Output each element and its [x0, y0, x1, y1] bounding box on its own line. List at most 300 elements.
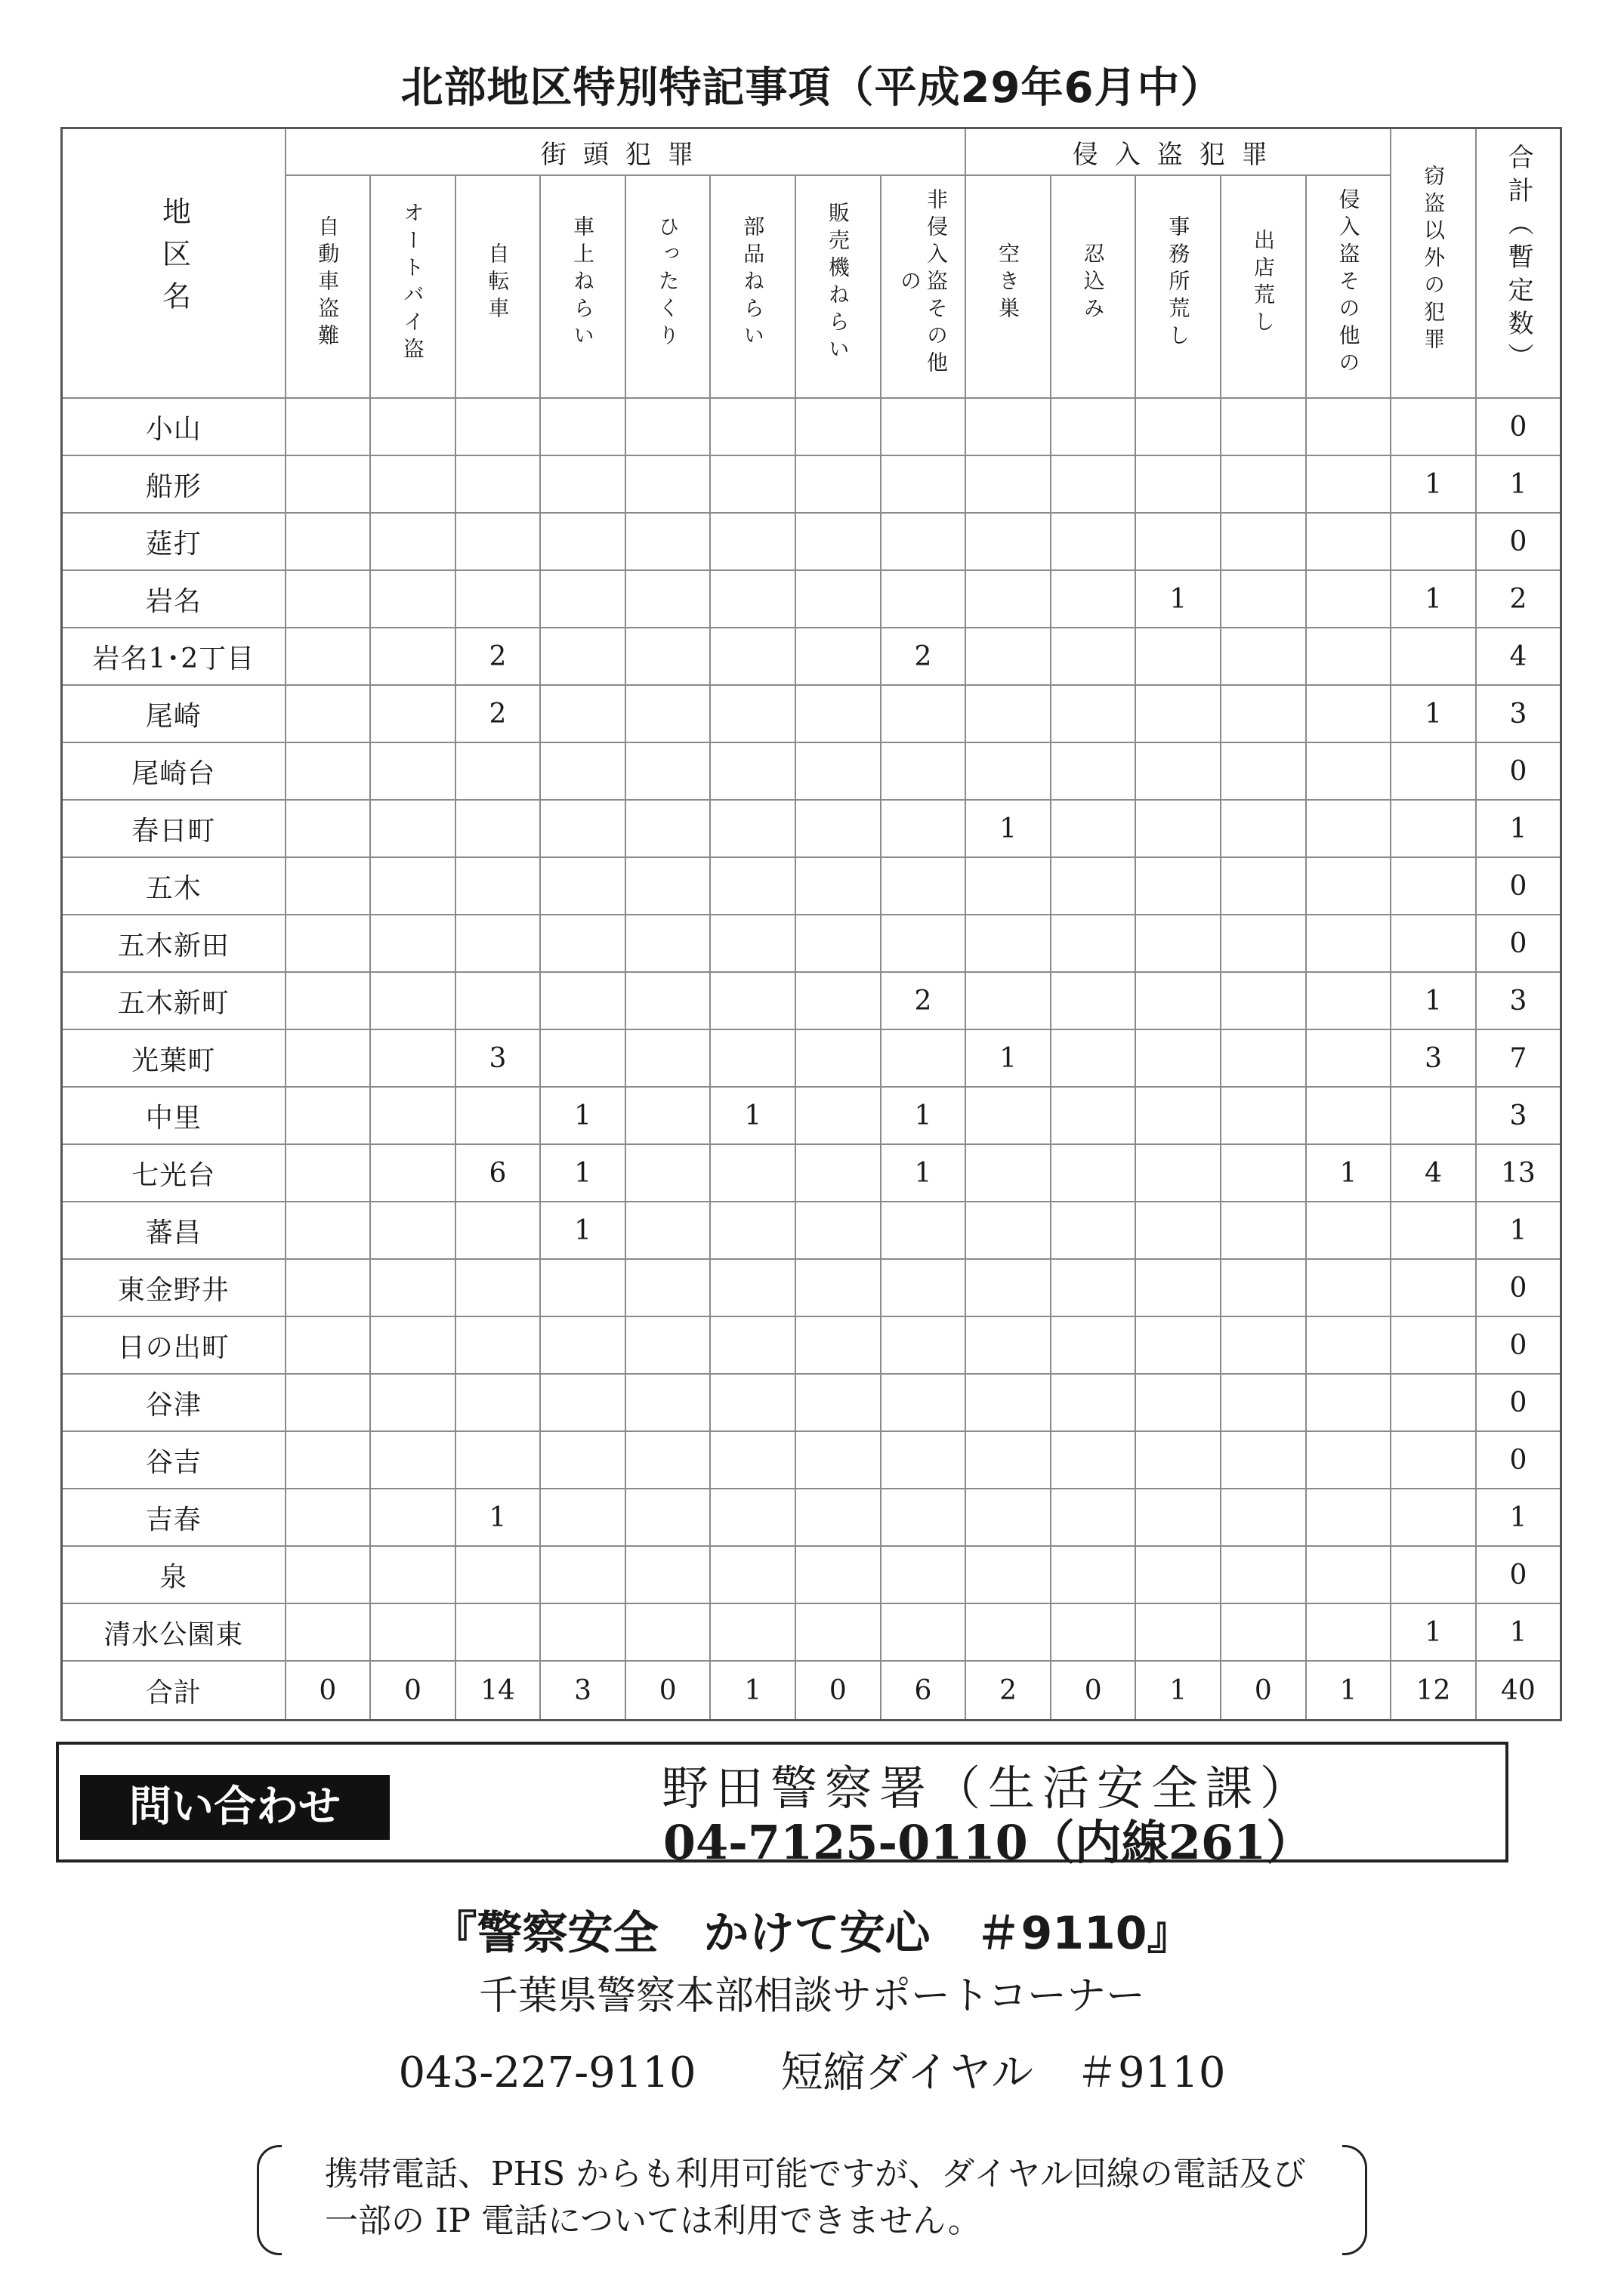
count-cell: [881, 685, 966, 742]
count-cell: [881, 742, 966, 800]
count-cell: [965, 1316, 1051, 1374]
count-cell: 2: [965, 1661, 1051, 1721]
area-name: 蕃昌: [62, 1202, 286, 1259]
sub-header-cell: [625, 175, 711, 398]
count-cell: [286, 570, 371, 628]
support-corner: 千葉県警察本部相談サポートコーナー: [479, 1974, 1145, 2019]
count-cell: [1135, 1202, 1221, 1259]
count-cell: [1391, 742, 1476, 800]
count-cell: [1135, 685, 1221, 742]
count-cell: [540, 1374, 625, 1431]
count-cell: [1221, 915, 1306, 972]
count-cell: 3: [1476, 1087, 1561, 1144]
sub-header-cell: [540, 175, 625, 398]
count-cell: [710, 1489, 795, 1546]
count-cell: [455, 1546, 541, 1603]
count-cell: [710, 800, 795, 857]
count-cell: 0: [795, 1661, 881, 1721]
count-cell: 1: [1391, 1603, 1476, 1661]
count-cell: [625, 857, 711, 915]
count-cell: [1135, 1144, 1221, 1202]
count-cell: [286, 915, 371, 972]
count-cell: [1306, 628, 1391, 685]
burglary-header: 侵入盗犯罪: [965, 128, 1391, 176]
count-cell: [1051, 1259, 1136, 1316]
count-cell: 1: [1135, 1661, 1221, 1721]
count-cell: [1135, 1603, 1221, 1661]
count-cell: [540, 800, 625, 857]
count-cell: [1221, 1087, 1306, 1144]
count-cell: 0: [286, 1661, 371, 1721]
count-cell: [1391, 857, 1476, 915]
count-cell: [795, 455, 881, 513]
count-cell: [795, 742, 881, 800]
area-name: 泉: [62, 1546, 286, 1603]
right-bracket: [1342, 2145, 1367, 2255]
count-cell: [370, 1489, 455, 1546]
count-cell: [1306, 455, 1391, 513]
count-cell: 1: [965, 1029, 1051, 1087]
count-cell: 1: [710, 1087, 795, 1144]
count-cell: [881, 915, 966, 972]
count-cell: [1051, 1489, 1136, 1546]
count-cell: [795, 915, 881, 972]
count-cell: [710, 972, 795, 1029]
count-cell: [1135, 857, 1221, 915]
count-cell: [625, 1029, 711, 1087]
count-cell: [1306, 857, 1391, 915]
count-cell: 0: [1476, 1546, 1561, 1603]
count-cell: [370, 628, 455, 685]
count-cell: [540, 857, 625, 915]
count-cell: [965, 570, 1051, 628]
count-cell: [286, 455, 371, 513]
count-cell: [1051, 628, 1136, 685]
count-cell: [455, 1431, 541, 1489]
sub-header-label: 事務所荒し: [1166, 215, 1191, 351]
count-cell: [881, 1489, 966, 1546]
table-row: [62, 915, 1561, 972]
area-name: 中里: [62, 1087, 286, 1144]
area-name: 春日町: [62, 800, 286, 857]
count-cell: [710, 570, 795, 628]
count-cell: [881, 857, 966, 915]
count-cell: [455, 800, 541, 857]
count-cell: [1135, 742, 1221, 800]
count-cell: [1051, 1374, 1136, 1431]
count-cell: [1051, 1546, 1136, 1603]
count-cell: [286, 742, 371, 800]
count-cell: [625, 628, 711, 685]
count-cell: [881, 1202, 966, 1259]
area-name: 合計: [62, 1661, 286, 1721]
count-cell: [540, 1603, 625, 1661]
count-cell: [795, 972, 881, 1029]
count-cell: [965, 857, 1051, 915]
count-cell: [625, 398, 711, 455]
count-cell: [286, 857, 371, 915]
count-cell: [540, 455, 625, 513]
count-cell: [1306, 972, 1391, 1029]
count-cell: [625, 1546, 711, 1603]
count-cell: [1306, 570, 1391, 628]
count-cell: 1: [1306, 1661, 1391, 1721]
count-cell: [625, 1259, 711, 1316]
count-cell: 3: [1476, 972, 1561, 1029]
count-cell: [1051, 513, 1136, 570]
count-cell: [1051, 1029, 1136, 1087]
count-cell: [965, 628, 1051, 685]
count-cell: [1221, 1144, 1306, 1202]
count-cell: [795, 857, 881, 915]
table-row: [62, 1087, 1561, 1144]
count-cell: 0: [370, 1661, 455, 1721]
usage-note-text: 携帯電話、PHS からも利用可能ですが、ダイヤル回線の電話及び一部の IP 電話については利用できません。: [325, 2155, 1306, 2240]
count-cell: [1391, 1087, 1476, 1144]
count-cell: [370, 1087, 455, 1144]
count-cell: 1: [1306, 1144, 1391, 1202]
count-cell: [965, 1259, 1051, 1316]
count-cell: [710, 1144, 795, 1202]
count-cell: [286, 1374, 371, 1431]
count-cell: [1135, 628, 1221, 685]
table-row: [62, 513, 1561, 570]
sub-header-label: 自動車盗難: [315, 215, 341, 351]
count-cell: [286, 972, 371, 1029]
area-name: 尾崎台: [62, 742, 286, 800]
count-cell: [1221, 742, 1306, 800]
count-cell: [795, 1202, 881, 1259]
count-cell: [1051, 857, 1136, 915]
sub-header-cell: [1135, 175, 1221, 398]
table-row: [62, 1546, 1561, 1603]
count-cell: [1391, 398, 1476, 455]
count-cell: [625, 1603, 711, 1661]
area-header: 地区名: [157, 196, 191, 323]
count-cell: [1221, 1374, 1306, 1431]
count-cell: [795, 1546, 881, 1603]
count-cell: [370, 742, 455, 800]
count-cell: 0: [1051, 1661, 1136, 1721]
count-cell: [370, 915, 455, 972]
count-cell: [540, 628, 625, 685]
count-cell: [795, 1144, 881, 1202]
count-cell: 1: [965, 800, 1051, 857]
count-cell: [540, 513, 625, 570]
count-cell: [1391, 915, 1476, 972]
count-cell: [1306, 513, 1391, 570]
count-cell: 2: [1476, 570, 1561, 628]
count-cell: [881, 800, 966, 857]
slogan: 『警察安全 かけて安心 ＃9110』: [431, 1907, 1193, 1960]
count-cell: [625, 455, 711, 513]
count-cell: [795, 1603, 881, 1661]
count-cell: [795, 1029, 881, 1087]
sub-header-cell: [455, 175, 541, 398]
area-name: 船形: [62, 455, 286, 513]
count-cell: [625, 1202, 711, 1259]
count-cell: [1221, 570, 1306, 628]
count-cell: 1: [1476, 1603, 1561, 1661]
count-cell: 0: [1476, 398, 1561, 455]
count-cell: [286, 1144, 371, 1202]
count-cell: [625, 685, 711, 742]
count-cell: [1391, 1489, 1476, 1546]
count-cell: [710, 1202, 795, 1259]
count-cell: [540, 685, 625, 742]
count-cell: [540, 972, 625, 1029]
table-row: [62, 628, 1561, 685]
count-cell: [540, 915, 625, 972]
count-cell: [625, 1431, 711, 1489]
count-cell: 1: [540, 1144, 625, 1202]
count-cell: 1: [1476, 800, 1561, 857]
count-cell: [881, 570, 966, 628]
count-cell: [710, 1029, 795, 1087]
table-row: [62, 1374, 1561, 1431]
area-name: 吉春: [62, 1489, 286, 1546]
sub-header-label: オートバイ盗: [400, 202, 425, 365]
count-cell: 4: [1476, 628, 1561, 685]
count-cell: 2: [455, 685, 541, 742]
count-cell: [625, 1374, 711, 1431]
count-cell: [1221, 1202, 1306, 1259]
count-cell: 0: [1476, 915, 1561, 972]
table-row: [62, 857, 1561, 915]
count-cell: 2: [455, 628, 541, 685]
count-cell: [1391, 1259, 1476, 1316]
count-cell: 1: [1391, 570, 1476, 628]
count-cell: [625, 1489, 711, 1546]
contact-organization: 野田警察署（生活安全課）: [661, 1761, 1314, 1816]
count-cell: [1051, 742, 1136, 800]
count-cell: [1391, 1374, 1476, 1431]
sub-header-cell: [1221, 175, 1306, 398]
table-row: [62, 1489, 1561, 1546]
count-cell: [370, 398, 455, 455]
count-cell: [1306, 685, 1391, 742]
area-name: 清水公園東: [62, 1603, 286, 1661]
total-header-cell: [1476, 128, 1561, 399]
count-cell: [1221, 1489, 1306, 1546]
area-name: 尾崎: [62, 685, 286, 742]
support-phone-line: 043-227-9110 短縮ダイヤル ＃9110: [398, 2048, 1226, 2097]
count-cell: [1135, 1259, 1221, 1316]
area-header-cell: [62, 128, 286, 399]
count-cell: [625, 800, 711, 857]
count-cell: [540, 742, 625, 800]
count-cell: [1391, 628, 1476, 685]
table-row: [62, 1259, 1561, 1316]
count-cell: 6: [455, 1144, 541, 1202]
count-cell: [370, 1374, 455, 1431]
count-cell: [1051, 685, 1136, 742]
count-cell: [1135, 1087, 1221, 1144]
count-cell: [1221, 455, 1306, 513]
count-cell: [795, 1431, 881, 1489]
count-cell: [1306, 398, 1391, 455]
sub-header-label: 忍込み: [1080, 242, 1106, 324]
count-cell: [370, 857, 455, 915]
count-cell: [710, 1546, 795, 1603]
area-name: 谷津: [62, 1374, 286, 1431]
count-cell: [1306, 1259, 1391, 1316]
count-cell: [455, 398, 541, 455]
count-cell: [455, 915, 541, 972]
count-cell: [710, 398, 795, 455]
count-cell: [370, 1029, 455, 1087]
count-cell: [1221, 800, 1306, 857]
count-cell: [795, 800, 881, 857]
count-cell: [710, 915, 795, 972]
count-cell: [1221, 1546, 1306, 1603]
count-cell: 1: [540, 1087, 625, 1144]
total-row: [62, 1661, 1561, 1721]
count-cell: [881, 1316, 966, 1374]
count-cell: [286, 685, 371, 742]
count-cell: [1135, 1316, 1221, 1374]
count-cell: 1: [881, 1144, 966, 1202]
count-cell: 1: [1476, 1489, 1561, 1546]
group-header-row: [62, 128, 1561, 176]
count-cell: 40: [1476, 1661, 1561, 1721]
sub-header-label: 車上ねらい: [570, 215, 596, 351]
sub-header-cell: [1306, 175, 1391, 398]
count-cell: [370, 513, 455, 570]
count-cell: [1051, 1144, 1136, 1202]
count-cell: [1135, 1546, 1221, 1603]
count-cell: [965, 972, 1051, 1029]
count-cell: [710, 1259, 795, 1316]
count-cell: [625, 972, 711, 1029]
sub-header-label: ひったくり: [655, 215, 681, 351]
count-cell: [540, 1489, 625, 1546]
count-cell: 1: [1135, 570, 1221, 628]
count-cell: [881, 1374, 966, 1431]
count-cell: [455, 742, 541, 800]
count-cell: [455, 972, 541, 1029]
count-cell: [1135, 800, 1221, 857]
count-cell: [1306, 1603, 1391, 1661]
count-cell: 2: [881, 972, 966, 1029]
count-cell: [455, 1087, 541, 1144]
non-theft-header-cell: [1391, 128, 1476, 399]
sub-header-label: 自転車: [485, 242, 511, 324]
count-cell: [1391, 1316, 1476, 1374]
count-cell: [1221, 513, 1306, 570]
count-cell: [1051, 1316, 1136, 1374]
count-cell: 0: [1476, 857, 1561, 915]
contact-badge: 問い合わせ: [80, 1775, 390, 1840]
count-cell: [710, 513, 795, 570]
count-cell: [710, 628, 795, 685]
count-cell: [710, 742, 795, 800]
count-cell: [286, 1489, 371, 1546]
count-cell: [795, 1259, 881, 1316]
count-cell: [1306, 1374, 1391, 1431]
area-name: 莚打: [62, 513, 286, 570]
count-cell: [881, 513, 966, 570]
count-cell: [540, 1259, 625, 1316]
count-cell: [1391, 800, 1476, 857]
count-cell: [625, 1316, 711, 1374]
count-cell: 12: [1391, 1661, 1476, 1721]
sub-header-label: 空き巣: [996, 242, 1021, 324]
count-cell: [1306, 915, 1391, 972]
count-cell: [710, 1431, 795, 1489]
count-cell: [370, 1259, 455, 1316]
table-row: [62, 455, 1561, 513]
count-cell: [1221, 1029, 1306, 1087]
count-cell: [625, 570, 711, 628]
table-row: [62, 742, 1561, 800]
count-cell: 2: [881, 628, 966, 685]
sub-header-cell: [965, 175, 1051, 398]
count-cell: [1221, 1603, 1306, 1661]
street-crime-header: 街頭犯罪: [286, 128, 966, 176]
count-cell: [286, 1431, 371, 1489]
count-cell: [881, 398, 966, 455]
count-cell: [1051, 1202, 1136, 1259]
area-name: 五木新町: [62, 972, 286, 1029]
count-cell: 1: [455, 1489, 541, 1546]
count-cell: [881, 1546, 966, 1603]
count-cell: [1221, 972, 1306, 1029]
count-cell: 1: [1391, 685, 1476, 742]
count-cell: [1051, 1603, 1136, 1661]
count-cell: [1135, 915, 1221, 972]
count-cell: [455, 857, 541, 915]
count-cell: [455, 1202, 541, 1259]
table-row: [62, 398, 1561, 455]
count-cell: 1: [1391, 455, 1476, 513]
count-cell: [795, 1489, 881, 1546]
count-cell: 7: [1476, 1029, 1561, 1087]
sub-header-cell: [710, 175, 795, 398]
sub-header-cell: [286, 175, 371, 398]
count-cell: [286, 1202, 371, 1259]
count-cell: [286, 1087, 371, 1144]
sub-header-cell: [1051, 175, 1136, 398]
count-cell: [1306, 1029, 1391, 1087]
count-cell: [286, 1259, 371, 1316]
count-cell: 3: [1391, 1029, 1476, 1087]
contact-box: [56, 1742, 1508, 1870]
count-cell: [370, 972, 455, 1029]
sub-header-label: 部品ねらい: [740, 215, 766, 351]
count-cell: 1: [1476, 455, 1561, 513]
count-cell: 4: [1391, 1144, 1476, 1202]
page-title: 北部地区特別特記事項（平成29年6月中）: [400, 63, 1224, 113]
count-cell: 0: [1476, 1431, 1561, 1489]
count-cell: 0: [1476, 1374, 1561, 1431]
count-cell: [1391, 1431, 1476, 1489]
count-cell: [540, 1316, 625, 1374]
count-cell: [540, 570, 625, 628]
count-cell: [795, 570, 881, 628]
sub-header-cell: [881, 175, 966, 398]
area-name: 日の出町: [62, 1316, 286, 1374]
sub-header-label: 非侵入盗その他の: [897, 188, 949, 378]
count-cell: [540, 398, 625, 455]
count-cell: [710, 1374, 795, 1431]
count-cell: [710, 1316, 795, 1374]
count-cell: [965, 1489, 1051, 1546]
count-cell: [1306, 1431, 1391, 1489]
count-cell: [965, 513, 1051, 570]
count-cell: [1391, 1546, 1476, 1603]
count-cell: [625, 742, 711, 800]
